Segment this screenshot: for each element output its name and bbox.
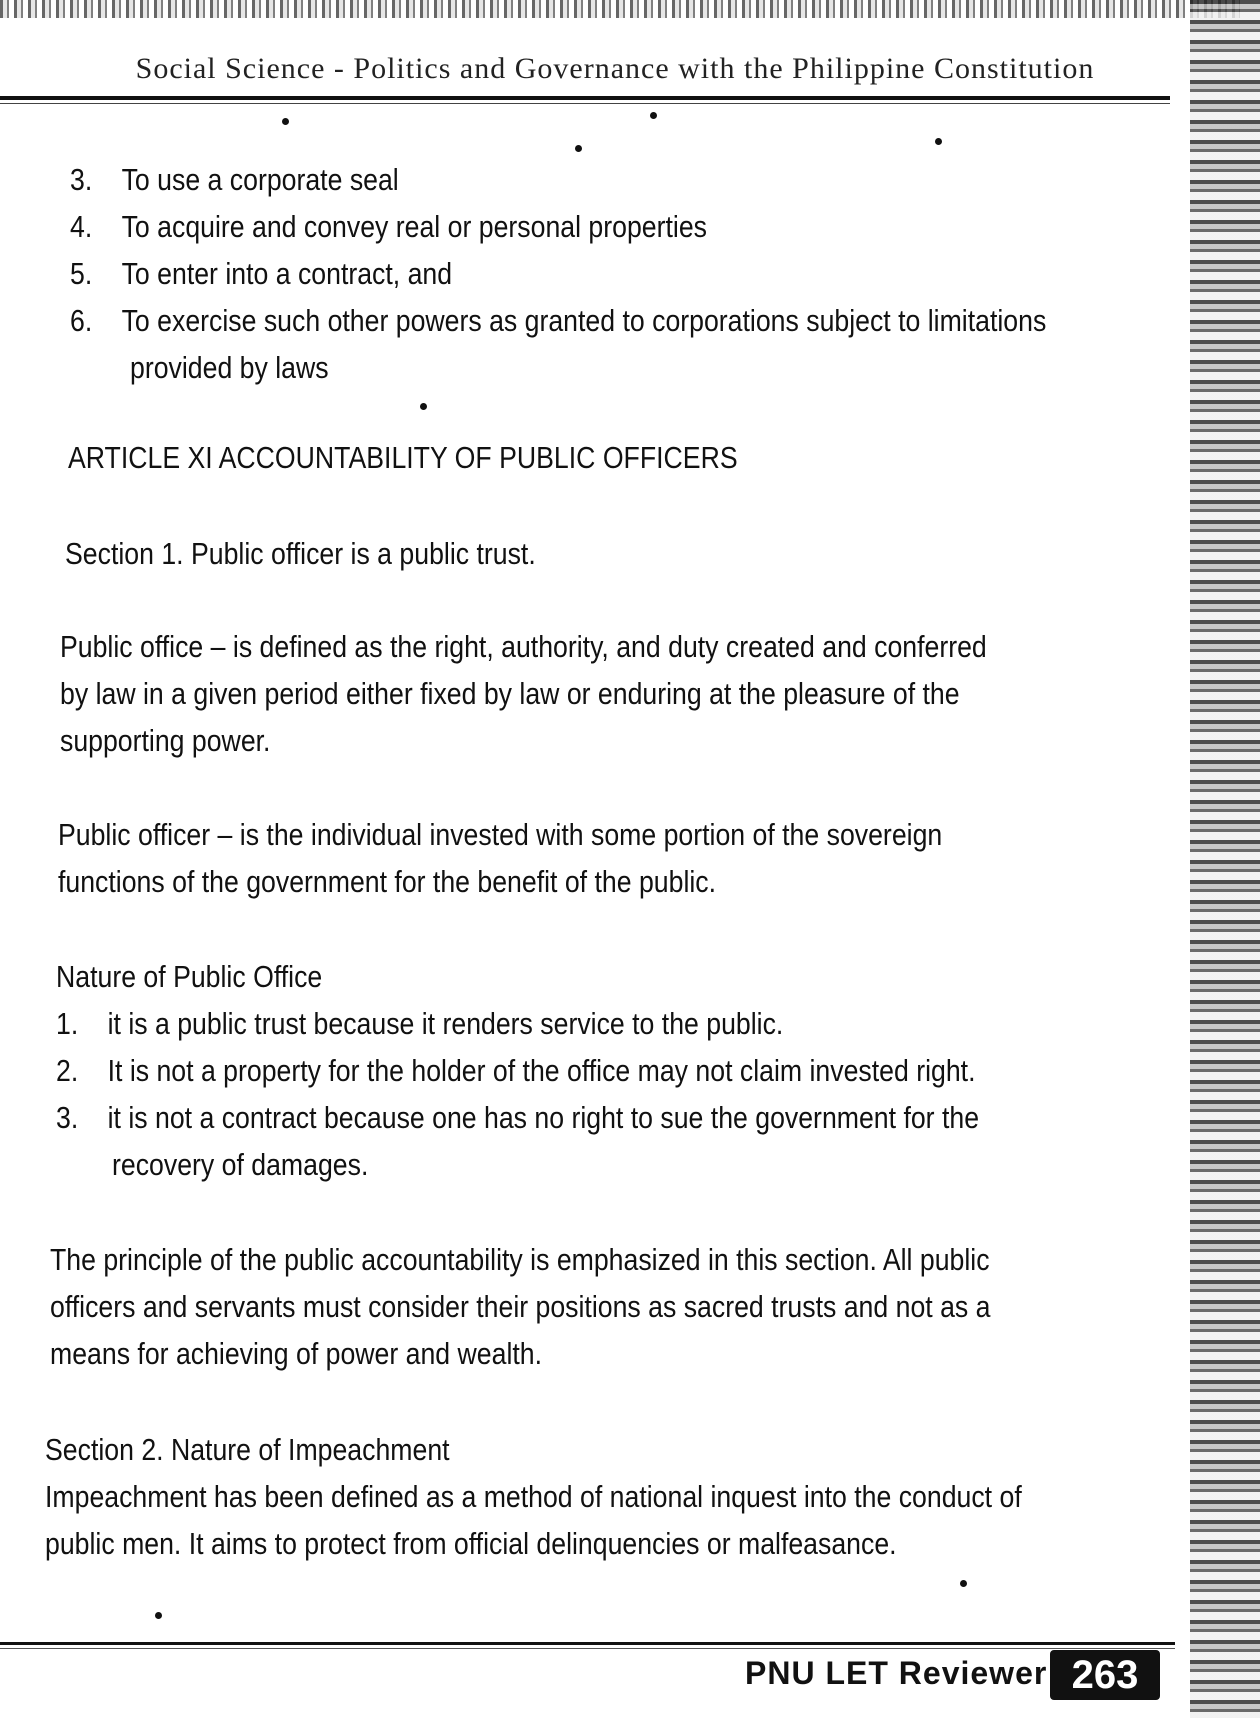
scan-speck	[282, 118, 289, 125]
section-2-title: Section 2. Nature of Impeachment	[45, 1432, 450, 1467]
list-item: 2. It is not a property for the holder of the office may not claim invested right.	[56, 1053, 976, 1088]
public-office-line-3: supporting power.	[60, 723, 271, 758]
scan-speck	[960, 1580, 967, 1587]
list-item-continuation: provided by laws	[130, 350, 329, 385]
section-1-title: Section 1. Public officer is a public trust.	[65, 536, 536, 571]
scan-noise-right	[1190, 0, 1260, 1718]
nature-title: Nature of Public Office	[56, 959, 323, 994]
impeachment-line-1: Impeachment has been defined as a method of national inquest into the conduct of	[45, 1479, 1022, 1514]
running-header: Social Science - Politics and Governance with the Philippine Constitution	[135, 52, 1095, 85]
scan-speck	[155, 1612, 162, 1619]
footer-rule-thin	[0, 1648, 1175, 1649]
scan-speck	[650, 112, 657, 119]
public-office-line-1: Public office – is defined as the right, authority, and duty created and conferred	[60, 629, 987, 664]
footer-rule	[0, 1642, 1175, 1645]
scan-speck	[420, 403, 427, 410]
list-item: 3. To use a corporate seal	[70, 162, 399, 197]
scan-speck	[575, 145, 582, 152]
page-number: 263	[1050, 1650, 1160, 1700]
header-rule-thin	[0, 103, 1170, 104]
header-rule	[0, 96, 1170, 100]
list-item: 4. To acquire and convey real or personal properties	[70, 209, 707, 244]
scan-speck	[935, 138, 942, 145]
footer-label: PNU LET Reviewer	[745, 1655, 1048, 1691]
list-item: 5. To enter into a contract, and	[70, 256, 453, 291]
principle-line-3: means for achieving of power and wealth.	[50, 1336, 543, 1371]
public-office-line-2: by law in a given period either fixed by law or enduring at the pleasure of the	[60, 676, 960, 711]
list-item-continuation: recovery of damages.	[112, 1147, 369, 1182]
principle-line-2: officers and servants must consider their positions as sacred trusts and not as a	[50, 1289, 991, 1324]
list-item: 1. it is a public trust because it renders service to the public.	[56, 1006, 784, 1041]
list-item: 6. To exercise such other powers as granted to corporations subject to limitations	[70, 303, 1047, 338]
public-officer-line-2: functions of the government for the benefit of the public.	[58, 864, 717, 899]
scan-noise-top	[0, 0, 1240, 18]
public-officer-line-1: Public officer – is the individual invested with some portion of the sovereign	[58, 817, 943, 852]
article-heading: ARTICLE XI ACCOUNTABILITY OF PUBLIC OFFICERS	[68, 440, 738, 475]
impeachment-line-2: public men. It aims to protect from official delinquencies or malfeasance.	[45, 1526, 897, 1561]
principle-line-1: The principle of the public accountability is emphasized in this section. All public	[50, 1242, 990, 1277]
list-item: 3. it is not a contract because one has no right to sue the government for the	[56, 1100, 980, 1135]
